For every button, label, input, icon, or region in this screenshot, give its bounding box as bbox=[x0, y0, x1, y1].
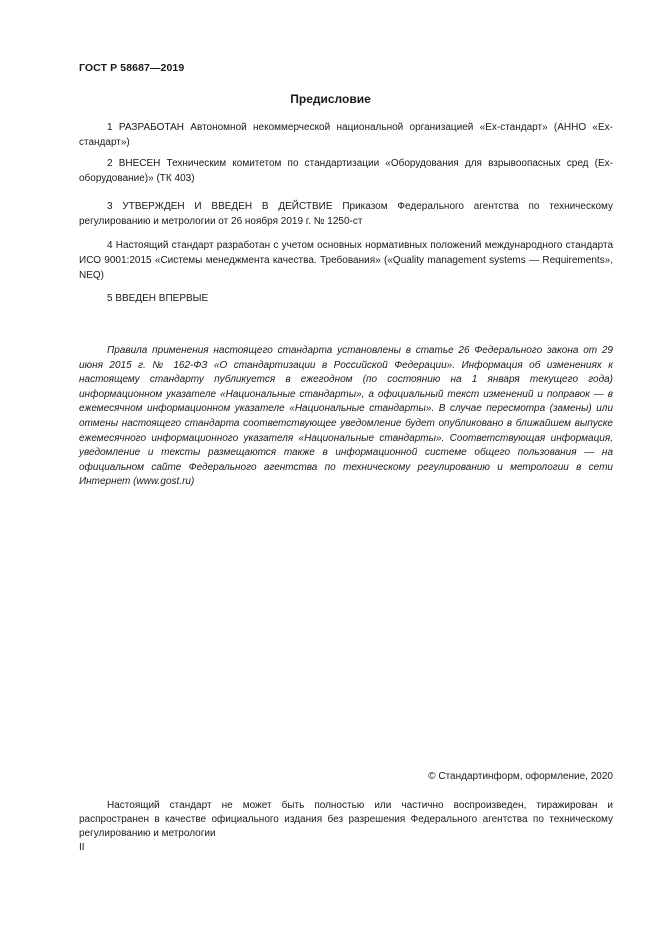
copyright-line: © Стандартинформ, оформление, 2020 bbox=[428, 771, 613, 782]
legal-notice: Настоящий стандарт не может быть полностью или частично воспроизведен, тиражирован и распространен в качестве официального издания без разрешения Федерального агентства по техническому регулированию и метрологии bbox=[79, 800, 613, 839]
foreword-item-5: 5 ВВЕДЕН ВПЕРВЫЕ bbox=[107, 293, 209, 304]
section-title: Предисловие bbox=[290, 92, 371, 106]
foreword-item-3: 3 УТВЕРЖДЕН И ВВЕДЕН В ДЕЙСТВИЕ Приказом Федерального агентства по техническому регулированию и метрологии от 26 ноября 2019 г. № 1250-ст bbox=[79, 201, 613, 227]
foreword-item-4: 4 Настоящий стандарт разработан с учетом основных нормативных положений международного стандарта ИСО 9001:2015 «Системы менеджмента качества. Требования» («Quality management systems — Requirements», NEQ) bbox=[79, 240, 613, 281]
usage-rules-notice: Правила применения настоящего стандарта установлены в статье 26 Федерального закона от 29 июня 2015 г. № 162-ФЗ «О стандартизации в Российской Федерации». Информация об изменениях к настоящему стандарту публикуется в ежегодном (по состоянию на 1 января текущего года) информационном указателе «Национальные стандарты», а официальный текст изменений и поправок — в ежемесячном информационном указателе «Национальные стандарты». В случае пересмотра (замены) или отмены настоящего стандарта соответствующее уведомление будет опубликовано в ближайшем выпуске ежемесячного информационного указателя «Национальные стандарты». Соответствующая информация, уведомление и тексты размещаются также в информационной системе общего пользования — на официальном сайте Федерального агентства по техническому регулированию и метрологии в сети Интернет (www.gost.ru) bbox=[79, 345, 613, 488]
document-id: ГОСТ Р 58687—2019 bbox=[79, 62, 185, 74]
page-number: II bbox=[79, 842, 85, 853]
foreword-item-2: 2 ВНЕСЕН Техническим комитетом по стандартизации «Оборудования для взрывоопасных сред (Ех-оборудование)» (ТК 403) bbox=[79, 158, 613, 184]
foreword-item-1: 1 РАЗРАБОТАН Автономной некоммерческой национальной организацией «Ех-стандарт» (АННО «Ех-стандарт») bbox=[79, 122, 613, 148]
